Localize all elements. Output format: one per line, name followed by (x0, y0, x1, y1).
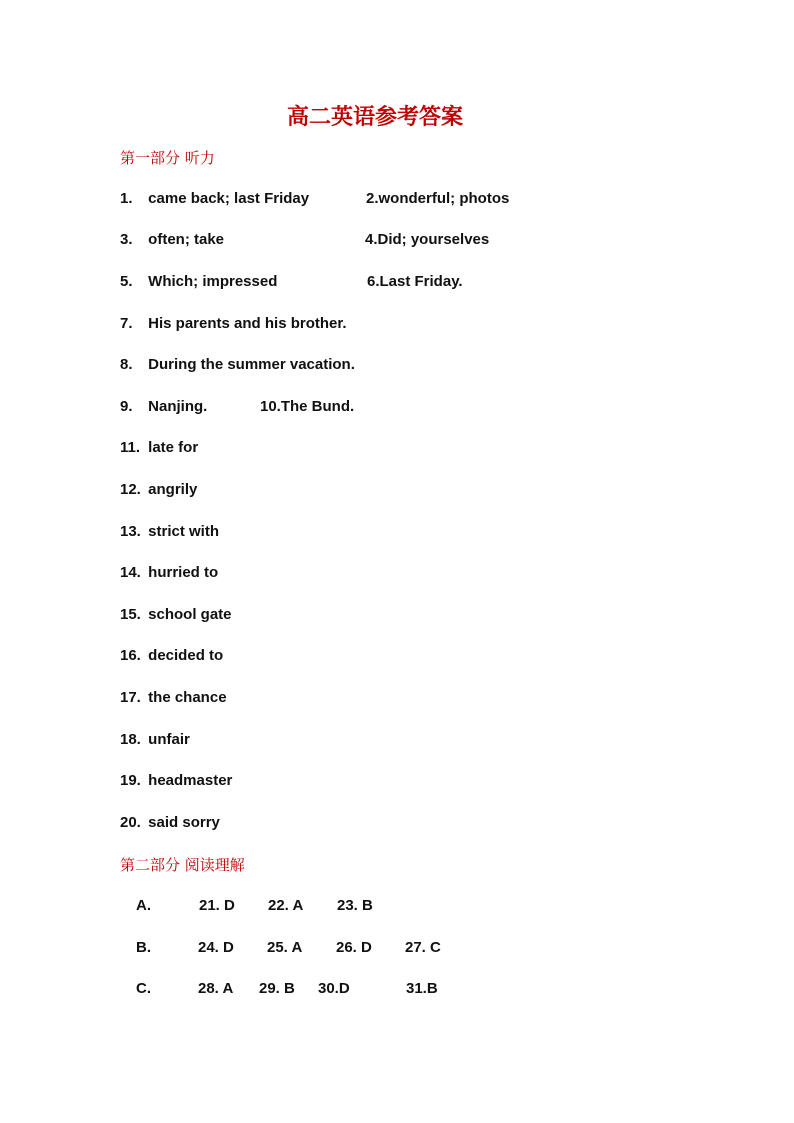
reading-answer: 31.B (406, 980, 438, 997)
answer-row (120, 564, 218, 581)
answer-row (120, 231, 490, 248)
answer-number: 11. (120, 439, 141, 456)
answer-row (120, 772, 232, 789)
answer-row (120, 647, 223, 664)
reading-answer: 23. B (337, 897, 373, 914)
answer-row (120, 315, 347, 332)
answer-row (120, 481, 197, 498)
answer-text: school gate (148, 606, 232, 623)
answer-text: During the summer vacation. (148, 356, 355, 373)
reading-answer: 27. C (405, 939, 441, 956)
answer-number: 15. (120, 606, 141, 623)
answer-number: 1. (120, 190, 133, 207)
answer-text: decided to (148, 647, 224, 664)
answer-text: came back; last Friday (148, 190, 310, 207)
answer-row (120, 606, 232, 623)
answer-row (120, 689, 227, 706)
answer-number: 13. (120, 523, 141, 540)
answer-number: 8. (120, 356, 133, 373)
answer-number: 9. (120, 398, 133, 415)
answer-row (120, 190, 510, 207)
reading-group-label: A. (136, 897, 151, 914)
reading-answer: 22. A (268, 897, 304, 914)
answer-text: angrily (148, 481, 198, 498)
answer-text-second: 10.The Bund. (260, 398, 355, 415)
answer-number: 19. (120, 772, 141, 789)
answer-row (120, 398, 355, 415)
reading-answer: 29. B (259, 980, 295, 997)
answer-number: 12. (120, 481, 141, 498)
answer-text: often; take (148, 231, 225, 248)
answer-number: 5. (120, 273, 133, 290)
answer-row (120, 356, 355, 373)
answer-number: 7. (120, 315, 133, 332)
reading-answer: 30.D (318, 980, 350, 997)
page-title: 高二英语参考答案 (286, 105, 463, 130)
answer-row (120, 523, 219, 540)
answer-text: unfair (148, 731, 190, 748)
answer-text: late for (148, 439, 199, 456)
reading-answer: 26. D (336, 939, 372, 956)
answer-row (120, 731, 190, 748)
answer-text: the chance (148, 689, 227, 706)
answer-text-second: 4.Did; yourselves (365, 231, 490, 248)
answer-row (120, 273, 463, 290)
answer-number: 17. (120, 689, 141, 706)
answer-text: said sorry (148, 814, 220, 831)
section-heading-listening: 第一部分 听力 (120, 149, 215, 167)
answer-text: hurried to (148, 564, 219, 581)
answer-number: 20. (120, 814, 141, 831)
answer-number: 18. (120, 731, 141, 748)
answer-number: 14. (120, 564, 141, 581)
reading-answer: 25. A (267, 939, 303, 956)
answer-text: His parents and his brother. (148, 315, 347, 332)
answer-text: headmaster (148, 772, 233, 789)
answer-text: strict with (148, 523, 220, 540)
answer-text-second: 2.wonderful; photos (366, 190, 510, 207)
reading-answer: 24. D (198, 939, 234, 956)
reading-group-label: B. (136, 939, 151, 956)
answer-text: Which; impressed (148, 273, 278, 290)
answer-number: 16. (120, 647, 141, 664)
reading-answer: 21. D (199, 897, 235, 914)
reading-answer: 28. A (198, 980, 234, 997)
reading-group-label: C. (136, 980, 151, 997)
answer-text: Nanjing. (148, 398, 208, 415)
answer-row (120, 439, 198, 456)
answer-text-second: 6.Last Friday. (367, 273, 463, 290)
answer-row (120, 814, 220, 831)
answer-number: 3. (120, 231, 133, 248)
section-heading-reading: 第二部分 阅读理解 (120, 856, 245, 874)
